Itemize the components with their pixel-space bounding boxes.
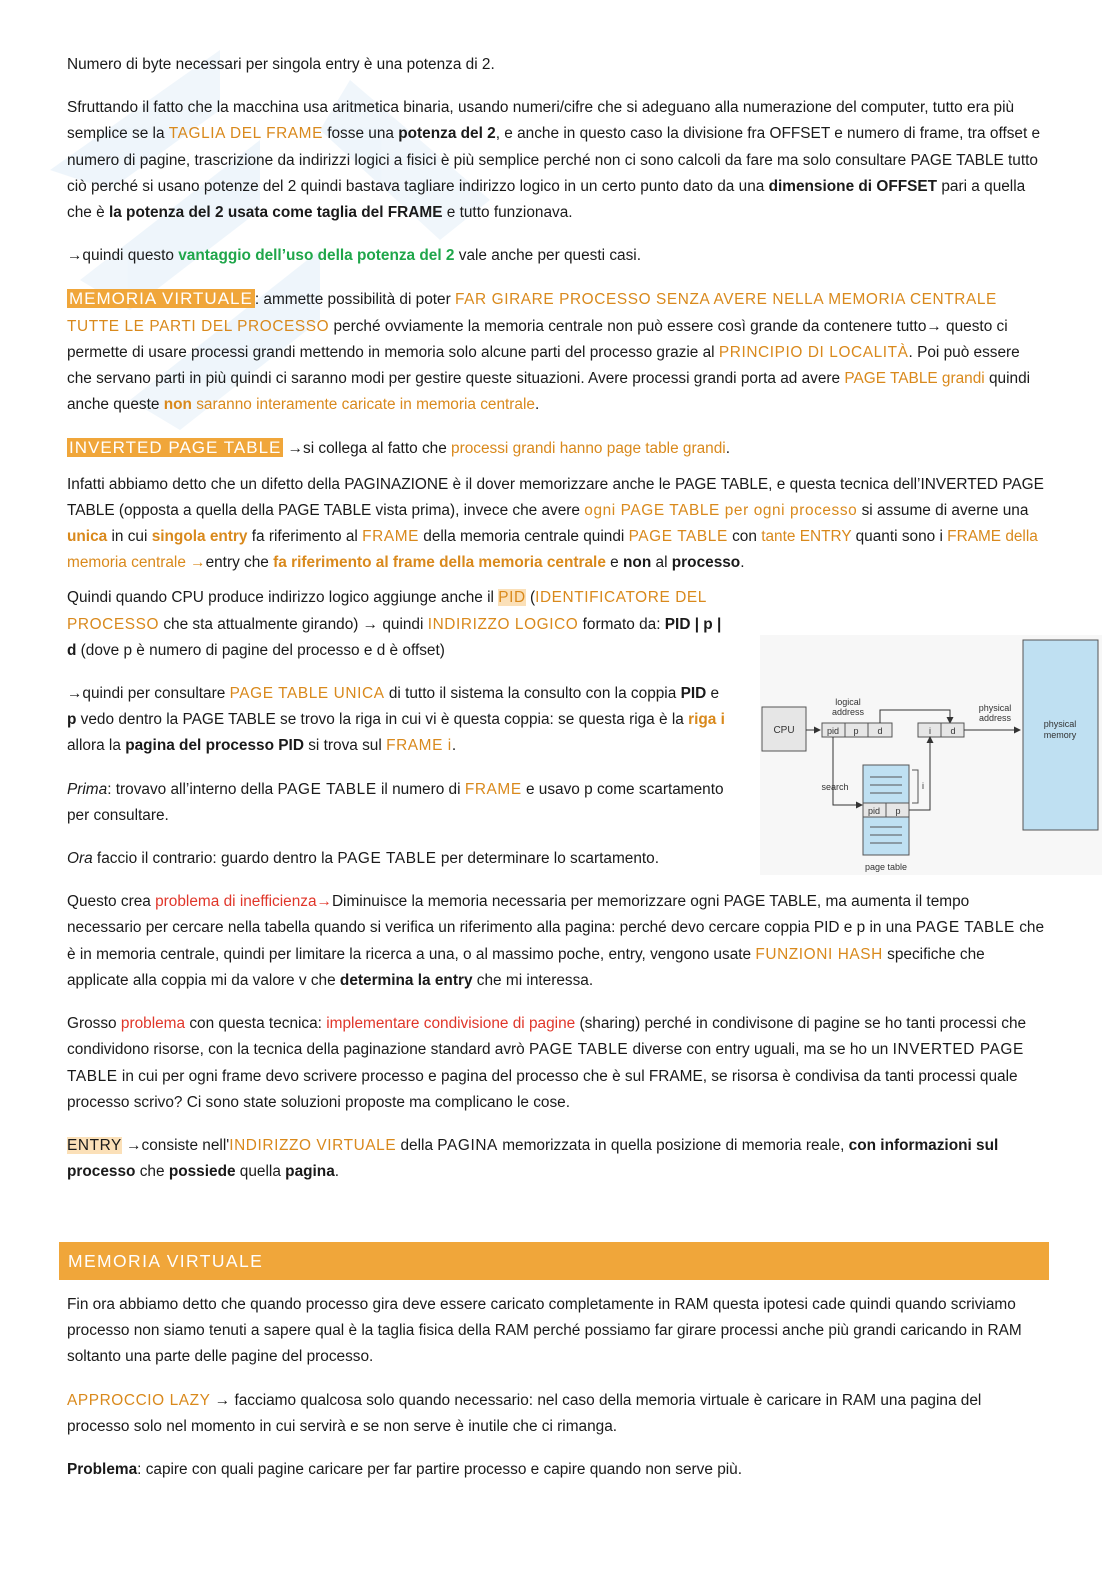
svg-text:d: d bbox=[950, 726, 956, 736]
paragraph-16: Problema: capire con quali pagine caricare per far partire processo e capire quando non serve più. bbox=[67, 1461, 743, 1479]
paragraph-8: →quindi per consultare PAGE TABLE UNICA di tutto il sistema la consulto con la coppia PID e p vedo dentro la PAGE TABLE se trovo la riga in cui vi è questa coppia: se questa riga è la riga i allora la pagina del processo PID si trova sul FRAME i. bbox=[67, 685, 725, 755]
svg-text:physical: physical bbox=[978, 703, 1012, 713]
svg-text:p: p bbox=[895, 806, 901, 816]
svg-text:search: search bbox=[821, 782, 849, 792]
inverted-page-table-diagram bbox=[760, 635, 1102, 875]
paragraph-10: Ora faccio il contrario: guardo dentro la PAGE TABLE per determinare lo scartamento. bbox=[67, 850, 660, 868]
paragraph-memoria-virtuale-intro: MEMORIA VIRTUALE : ammette possibilità di poter FAR GIRARE PROCESSO SENZA AVERE NELLA MEMORIA CENTRALE TUTTE LE PARTI DEL PROCESSO perché ovviamente la memoria centrale non può essere così grande da contenere tutto→ questo ci permette di usare processi grandi mettendo in memoria solo alcune parti del processo grazie al PRINCIPIO DI LOCALITÀ. Poi può essere che servano parti in più quindi ci saranno modi per gestire queste situazioni. Avere processi grandi porta ad avere PAGE TABLE grandi quindi anche queste non saranno interamente caricate in memoria centrale. bbox=[67, 289, 1031, 414]
paragraph-12: Grosso problema con questa tecnica: implementare condivisione di pagine (sharing) perché in condivisone di pagine se ho tanti processi che condividono risorse, con la tecnica della paginazione standard avrò PAGE TABLE diverse con entry uguali, ma se ho un INVERTED PAGE TABLE in cui per ogni frame devo scrivere processo e pagina del processo che è sul FRAME, se risorsa è condivisa da tanti processi quale processo scrivo? Ci sono state soluzioni proposte ma complicano le cose. bbox=[67, 1015, 1027, 1111]
paragraph-1: Numero di byte necessari per singola entry è una potenza di 2. bbox=[67, 56, 495, 73]
svg-text:i: i bbox=[922, 781, 924, 791]
paragraph-14: Fin ora abbiamo detto che quando processo gira deve essere caricato completamente in RAM questa ipotesi cade quindi quando scriviamo processo non siamo tenuti a sapere qual è la taglia fisica della RAM perché possiamo far girare processi anche più grandi caricando in RAM soltanto una parte delle pagine del processo. bbox=[67, 1296, 1022, 1366]
cpu-label: CPU bbox=[773, 725, 795, 736]
svg-text:memory: memory bbox=[1043, 730, 1077, 740]
document-body-section-2 bbox=[67, 1292, 1047, 1500]
paragraph-15: APPROCCIO LAZY → facciamo qualcosa solo quando necessario: nel caso della memoria virtuale è caricare in RAM una pagina del processo solo nel momento in cui servirà e se non serve è inutile che ci rimanga. bbox=[67, 1391, 982, 1435]
paragraph-3: →quindi questo vantaggio dell’uso della potenza del 2 vale anche per questi casi. bbox=[67, 247, 641, 265]
paragraph-13: ENTRY →consiste nell'INDIRIZZO VIRTUALE della PAGINA memorizzata in quella posizione di memoria reale, con informazioni sul processo che possiede quella pagina. bbox=[67, 1136, 999, 1181]
paragraph-2: Sfruttando il fatto che la macchina usa aritmetica binaria, usando numeri/cifre che si adeguano alla numerazione del computer, tutto era più semplice se la TAGLIA DEL FRAME fosse una potenza del 2, e anche in questo caso la divisione fra OFFSET e numero di frame, tra offset e numero di pagine, trascrizione da indirizzi logici a fisici è più semplice perché non ci sono calcoli da fare ma solo consultare PAGE TABLE tutto ciò perché si usano potenze del 2 quindi bastava tagliare indirizzo logico in un certo punto dato da una dimensione di OFFSET pari a quella che è la potenza del 2 usata come taglia del FRAME e tutto funzionava. bbox=[67, 99, 1041, 222]
paragraph-7: Quindi quando CPU produce indirizzo logico aggiunge anche il PID (IDENTIFICATORE DEL PROCESSO che sta attualmente girando) → quindi INDIRIZZO LOGICO formato da: PID | p | d (dove p è numero di pagine del processo e d è offset) bbox=[67, 589, 722, 659]
svg-text:address: address bbox=[831, 707, 865, 717]
paragraph-inverted-page-table: INVERTED PAGE TABLE →si collega al fatto che processi grandi hanno page table grandi. bbox=[69, 438, 730, 458]
section-heading-memoria-virtuale: MEMORIA VIRTUALE bbox=[59, 1242, 1049, 1280]
svg-text:d: d bbox=[877, 726, 883, 736]
svg-text:pid: pid bbox=[867, 806, 881, 816]
svg-text:address: address bbox=[978, 713, 1012, 723]
term-highlight-inverted-page-table: INVERTED PAGE TABLE bbox=[69, 438, 282, 458]
paragraph-9: Prima: trovavo all’interno della PAGE TABLE il numero di FRAME e usavo p come scartamento per consultare. bbox=[67, 780, 724, 824]
svg-text:physical: physical bbox=[1043, 719, 1077, 729]
svg-text:logical: logical bbox=[835, 697, 861, 707]
document-body bbox=[67, 52, 1047, 1202]
left-column bbox=[67, 585, 727, 829]
paragraph-11: Questo crea problema di inefficienza→Diminuisce la memoria necessaria per memorizzare ogni PAGE TABLE, ma aumenta il tempo necessario per cercare nella tabella quando si verifica un riferimento alla pagina: perché devo cercare coppia PID e p in una PAGE TABLE che è in memoria centrale, quindi per limitare la ricerca a una, o al massimo poche, entry, vengono usate FUNZIONI HASH specifiche che applicate alla coppia mi da valore v che determina la entry che mi interessa. bbox=[67, 893, 1045, 989]
paragraph-6: Infatti abbiamo detto che un difetto della PAGINAZIONE è il dover memorizzare anche le PAGE TABLE, e questa tecnica dell’INVERTED PAGE TABLE (opposta a quella della PAGE TABLE vista prima), invece che avere ogni PAGE TABLE per ogni processo si assume di averne una unica in cui singola entry fa riferimento al FRAME della memoria centrale quindi PAGE TABLE con tante ENTRY quanti sono i FRAME della memoria centrale →entry che fa riferimento al frame della memoria centrale e non al processo. bbox=[67, 475, 1044, 572]
svg-text:pid: pid bbox=[826, 726, 840, 736]
svg-text:page table: page table bbox=[864, 862, 908, 872]
svg-text:p: p bbox=[853, 726, 859, 736]
term-highlight-memoria-virtuale: MEMORIA VIRTUALE bbox=[69, 289, 253, 309]
svg-text:i: i bbox=[929, 726, 931, 736]
